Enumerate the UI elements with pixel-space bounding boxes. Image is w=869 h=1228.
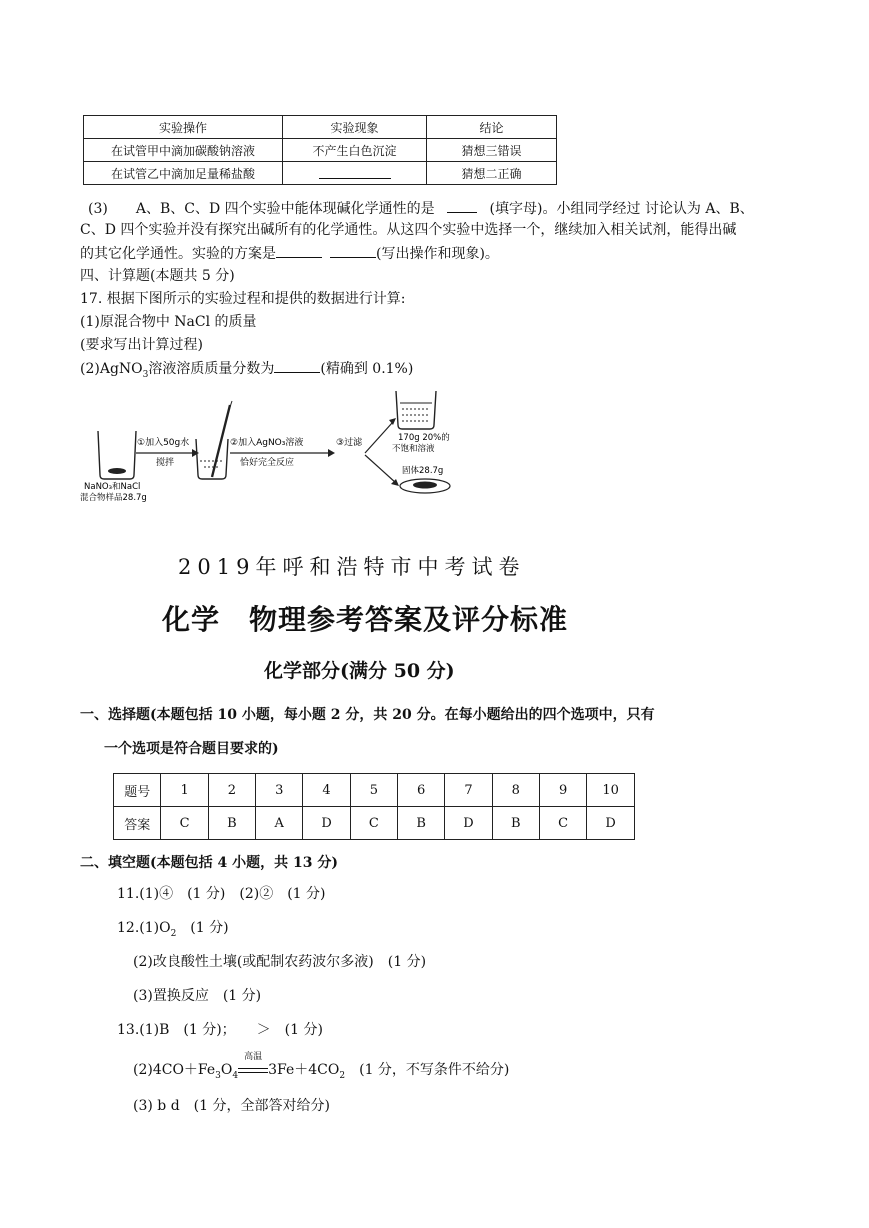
q3-line-3: 的其它化学通性。实验的方案是 (写出操作和现象)。 <box>80 243 499 264</box>
diagram-label: 混合物样品28.7g <box>80 493 147 503</box>
table-row <box>84 139 557 162</box>
table-cell: 不产生白色沉淀 <box>283 139 427 162</box>
table-cell: 猜想二正确 <box>427 162 557 185</box>
question-number-cell: 2 <box>208 774 255 807</box>
filter-paper-icon <box>400 479 450 493</box>
answer-13-1: 13.(1)B (1 分)； ＞ (1 分) <box>117 1022 323 1038</box>
answer-12-2: (2)改良酸性土壤(或配制农药波尔多液) (1 分) <box>133 954 427 970</box>
answer-cell: C <box>350 807 397 840</box>
question-number-cell: 8 <box>492 774 539 807</box>
answer-blank <box>276 243 322 258</box>
table-row-label: 答案 <box>114 807 161 840</box>
answer-12-3: (3)置换反应 (1 分) <box>133 988 262 1004</box>
main-title: 化学 物理参考答案及评分标准 <box>162 603 569 636</box>
answer-cell: C <box>161 807 208 840</box>
beaker-icon <box>98 431 136 479</box>
question-number-cell: 3 <box>256 774 303 807</box>
table-row <box>114 774 635 807</box>
q17-part1-note: (要求写出计算过程) <box>80 337 203 353</box>
question-number-cell: 5 <box>350 774 397 807</box>
beaker-icon <box>196 401 232 479</box>
table-header-cell: 实验现象 <box>283 116 427 139</box>
reaction-arrow: 高温 <box>238 1060 268 1080</box>
answer-blank <box>274 358 320 373</box>
table-header-cell: 结论 <box>427 116 557 139</box>
answer-blank <box>447 198 477 213</box>
step-label: ①加入50g水 <box>137 438 190 448</box>
sub-title: 化学部分(满分 50 分) <box>264 660 455 682</box>
experiment-table <box>83 115 557 185</box>
answer-cell: C <box>539 807 586 840</box>
answer-cell: D <box>587 807 635 840</box>
diagram-label: 固体28.7g <box>402 466 444 476</box>
table-cell: 在试管乙中滴加足量稀盐酸 <box>84 162 283 185</box>
q17-part2: (2)AgNO$_3$溶液溶质质量分数为 (精确到 0.1%) <box>80 358 413 385</box>
table-row <box>84 162 557 185</box>
q17-part1: (1)原混合物中 NaCl 的质量 <box>80 314 257 330</box>
answer-13-2: $(2)4CO+Fe_3O_4$ 高温 $3Fe+4CO_2$ (1 分，不写条件不给分) <box>133 1052 510 1081</box>
table-row-label: 题号 <box>114 774 161 807</box>
question-number-cell: 1 <box>161 774 208 807</box>
step-label: ③过滤 <box>336 438 363 448</box>
answer-cell: D <box>445 807 492 840</box>
q3-line-1: (3) A、B、C、D 四个实验中能体现碱化学通性的是 (填字母)。小组同学经过 讨论认为 A、B、 <box>88 198 754 219</box>
step-label: ②加入AgNO₃溶液 <box>230 438 304 448</box>
q17-stem: 17. 根据下图所示的实验过程和提供的数据进行计算: <box>80 291 406 307</box>
section-4-heading: 四、计算题(本题共 5 分) <box>80 268 235 284</box>
section-2-heading: 二、填空题(本题包括 4 小题，共 13 分) <box>80 855 338 871</box>
diagram-label: 不饱和溶液 <box>392 444 435 454</box>
table-cell: 猜想三错误 <box>427 139 557 162</box>
table-cell: 在试管甲中滴加碳酸钠溶液 <box>84 139 283 162</box>
answer-12-1: $12.(1)O_2$ (1 分) <box>117 920 229 939</box>
question-number-cell: 9 <box>539 774 586 807</box>
table-header-cell: 实验操作 <box>84 116 283 139</box>
exam-title: 2019年呼和浩特市中考试卷 <box>178 555 526 579</box>
answer-table <box>113 773 635 840</box>
question-number-cell: 6 <box>398 774 445 807</box>
q3-line-2: C、D 四个实验并没有探究出碱所有的化学通性。从这四个实验中选择一个，继续加入相关试剂，能得出碱 <box>80 222 737 238</box>
table-row <box>114 807 635 840</box>
answer-cell: B <box>398 807 445 840</box>
step-label: 恰好完全反应 <box>240 458 295 468</box>
question-number-cell: 4 <box>303 774 350 807</box>
question-number-cell: 7 <box>445 774 492 807</box>
answer-blank <box>330 243 376 258</box>
answer-cell: D <box>303 807 350 840</box>
table-cell-blank <box>283 162 427 185</box>
answer-cell: A <box>256 807 303 840</box>
diagram-label: 170g 20%的 <box>398 433 450 443</box>
answer-cell: B <box>208 807 255 840</box>
diagram-label: NaNO₃和NaCl <box>84 482 141 492</box>
question-number-cell: 10 <box>587 774 635 807</box>
answer-11: 11.(1)④ (1 分) (2)② (1 分) <box>117 886 326 902</box>
section-1-heading-cont: 一个选项是符合题目要求的) <box>104 741 279 757</box>
step-label: 搅拌 <box>156 458 175 468</box>
section-1-heading: 一、选择题(本题包括 10 小题，每小题 2 分，共 20 分。在每小题给出的四个选项中，只有 <box>80 707 655 723</box>
answer-13-3: (3) b d (1 分，全部答对给分) <box>133 1098 330 1114</box>
answer-cell: B <box>492 807 539 840</box>
table-row <box>84 116 557 139</box>
beaker-icon <box>396 391 436 429</box>
experiment-diagram <box>80 383 480 508</box>
